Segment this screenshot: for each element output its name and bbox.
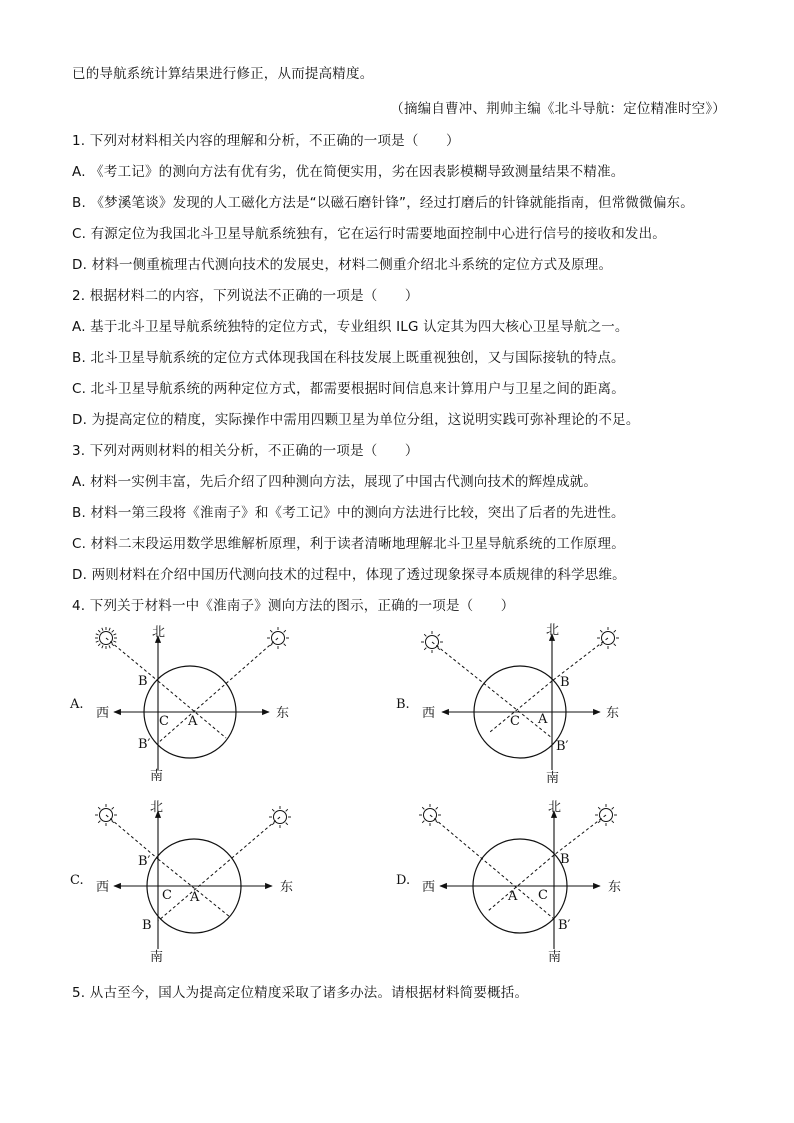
point-top-label: B (560, 675, 570, 690)
diagram-option-d (410, 797, 632, 973)
diagram-a-option-label: A. (70, 697, 84, 712)
shadow-line (432, 642, 552, 738)
diagram-option-b (410, 620, 630, 794)
question-1-option-d: D. 材料一侧重梳理古代测向技术的发展史，材料二侧重介绍北斗系统的定位方式及原理。 (72, 257, 613, 273)
point-c-label: C (162, 888, 172, 903)
shadow-line (106, 815, 158, 859)
point-c-label: C (538, 888, 548, 903)
question-3-option-a: A. 材料一实例丰富，先后介绍了四种测向方法，展现了中国古代测向技术的辉煌成就。 (72, 474, 598, 490)
south-label: 南 (548, 950, 562, 965)
north-label: 北 (546, 623, 560, 638)
north-label: 北 (548, 800, 562, 815)
shadow-line (158, 638, 278, 743)
east-label: 东 (608, 880, 622, 895)
shadow-line (158, 817, 280, 921)
diagram-c-option-label: C. (70, 873, 84, 888)
question-2-option-d: D. 为提高定位的精度，实际操作中需用四颗卫星为单位分组，这说明实践可弥补理论的不足。 (72, 412, 640, 428)
question-2-option-c: C. 北斗卫星导航系统的两种定位方式，都需要根据时间信息来计算用户与卫星之间的距离。 (72, 381, 625, 397)
shadow-line (106, 638, 158, 681)
question-1-option-b: B. 《梦溪笔谈》发现的人工磁化方法是“以磁石磨针锋”，经过打磨后的针锋就能指南，但常微微偏东。 (72, 195, 694, 211)
point-bottom-label: B′ (556, 739, 569, 754)
question-3-option-d: D. 两则材料在介绍中国历代测向技术的过程中，体现了透过现象探寻本质规律的科学思维。 (72, 567, 626, 583)
point-c-label: C (510, 714, 520, 729)
point-c-label: C (159, 714, 169, 729)
question-4-stem: 4. 下列关于材料一中《淮南子》测向方法的图示，正确的一项是（ ） (72, 598, 515, 614)
intro-line: 已的导航系统计算结果进行修正，从而提高精度。 (72, 66, 374, 82)
point-a-label: A (188, 714, 198, 729)
question-3-option-b: B. 材料一第三段将《淮南子》和《考工记》中的测向方法进行比较，突出了后者的先进性。 (72, 505, 625, 521)
question-2-option-b: B. 北斗卫星导航系统的定位方式体现我国在科技发展上既重视独创，又与国际接轨的特点。 (72, 350, 625, 366)
shadow-line (158, 681, 226, 738)
diagram-option-c (84, 797, 304, 973)
point-a-label: A (538, 712, 548, 727)
question-3-stem: 3. 下列对两则材料的相关分析，不正确的一项是（ ） (72, 443, 419, 459)
point-top-label: B′ (138, 854, 151, 869)
east-label: 东 (606, 706, 620, 721)
south-label: 南 (150, 769, 164, 784)
question-2-option-a: A. 基于北斗卫星导航系统独特的定位方式，专业组织 ILG 认定其为四大核心卫星导航之一。 (72, 319, 629, 335)
south-label: 南 (546, 771, 560, 786)
question-1-stem: 1. 下列对材料相关内容的理解和分析，不正确的一项是（ ） (72, 133, 460, 149)
diagram-option-a (84, 620, 304, 794)
point-bottom-label: B′ (138, 737, 151, 752)
east-label: 东 (276, 706, 290, 721)
question-3-option-c: C. 材料二末段运用数学思维解析原理，利于读者清晰地理解北斗卫星导航系统的工作原理。 (72, 536, 625, 552)
point-a-label: A (190, 890, 200, 905)
point-a-label: A (508, 889, 518, 904)
point-bottom-label: B′ (558, 918, 571, 933)
question-1-option-c: C. 有源定位为我国北斗卫星导航系统独有，它在运行时需要地面控制中心进行信号的接收和发出。 (72, 226, 667, 242)
shadow-line (554, 815, 606, 855)
question-1-option-a: A. 《考工记》的测向方法有优有劣，优在简便实用，劣在因表影模糊导致测量结果不精准。 (72, 164, 625, 180)
question-5-stem: 5. 从古至今，国人为提高定位精度采取了诸多办法。请根据材料简要概括。 (72, 985, 529, 1001)
diagram-d-option-label: D. (396, 873, 411, 888)
east-label: 东 (280, 880, 294, 895)
north-label: 北 (150, 800, 164, 815)
west-label: 西 (96, 880, 110, 895)
west-label: 西 (422, 880, 436, 895)
point-top-label: B (560, 852, 570, 867)
shadow-line (430, 815, 554, 919)
point-bottom-label: B (142, 918, 152, 933)
point-top-label: B (138, 674, 148, 689)
west-label: 西 (96, 706, 110, 721)
question-2-stem: 2. 根据材料二的内容，下列说法不正确的一项是（ ） (72, 288, 419, 304)
north-label: 北 (152, 625, 166, 640)
source-citation: （摘编自曹冲、荆帅主编《北斗导航：定位精准时空》） (390, 101, 726, 117)
west-label: 西 (422, 706, 436, 721)
diagram-b-option-label: B. (396, 697, 410, 712)
south-label: 南 (150, 950, 164, 965)
